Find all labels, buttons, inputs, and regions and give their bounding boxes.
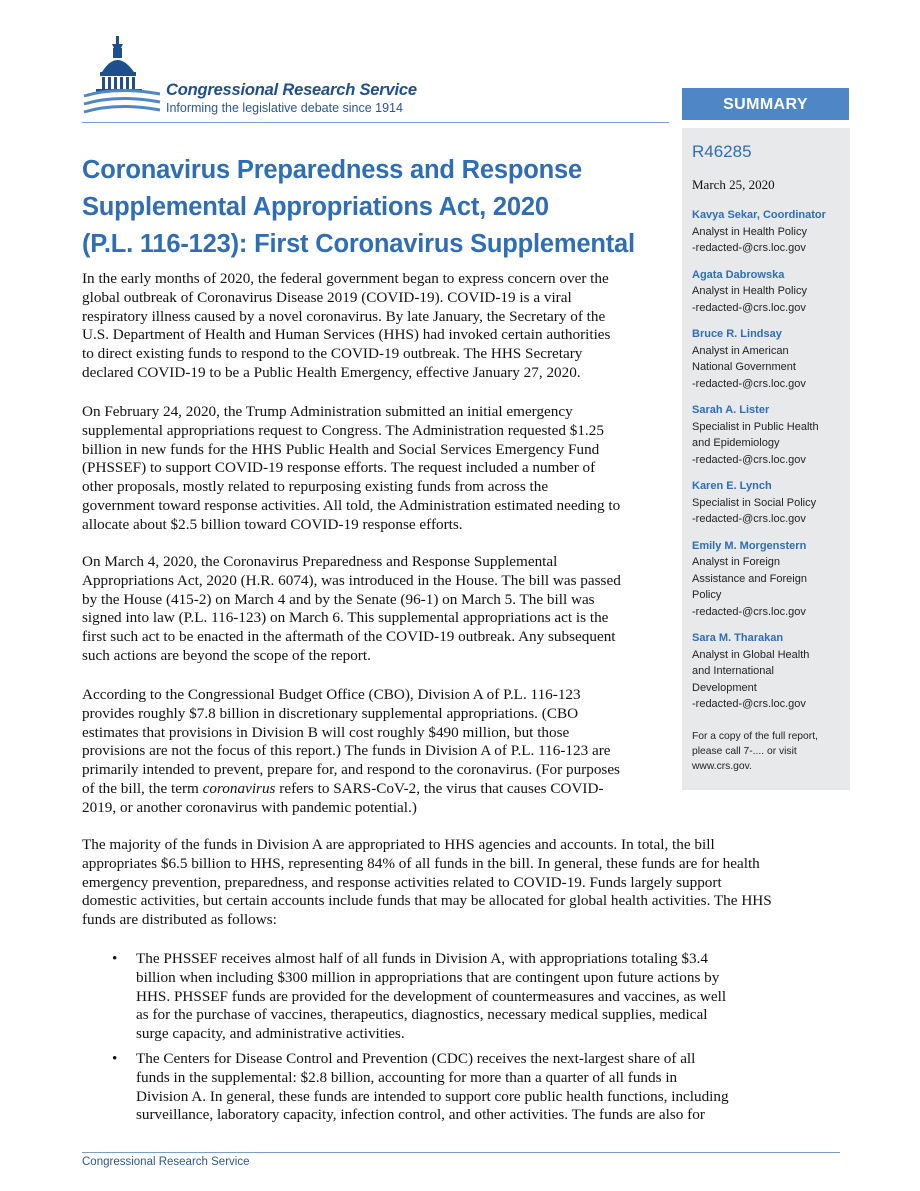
text-line: Division A. In general, these funds are intended to support core public health functions, including [136,1087,729,1105]
text-line: provides roughly $7.8 billion in discretionary supplemental appropriations. (CBO [82,704,579,722]
author-title: Specialist in Public Health [692,420,819,433]
author-entry [692,538,850,621]
text-line: billion when including $300 million in appropriations that are contingent upon future actions by [136,968,720,986]
author-entry [692,267,850,317]
summary-paragraph-3 [82,553,670,666]
header-divider [82,122,669,123]
author-email[interactable]: -redacted-@crs.loc.gov [692,605,806,618]
text-line: other proposals, mostly related to repurposing existing funds from across the [82,478,549,496]
text-line: The Centers for Disease Control and Prevention (CDC) receives the next-largest share of all [136,1049,696,1067]
text-line: On February 24, 2020, the Trump Administration submitted an initial emergency [82,403,573,420]
author-name: Emily M. Morgenstern [692,539,807,552]
author-entry [692,478,850,528]
author-email[interactable]: -redacted-@crs.loc.gov [692,698,806,710]
author-list [692,207,850,713]
author-name: Bruce R. Lindsay [692,328,782,340]
author-name: Kavya Sekar, Coordinator [692,209,826,221]
text-line: estimates that provisions in Division B will cost roughly $490 million, but those [82,723,570,741]
report-id: R46285 [692,142,752,161]
text-line: provisions are not the focus of this report.) The funds in Division A of P.L. 116-123 are [82,742,611,760]
author-title: Analyst in American [692,344,789,357]
text-line: such actions are beyond the scope of the report. [82,646,371,664]
text-line: The majority of the funds in Division A are appropriated to HHS agencies and accounts. In total, the bill [82,836,715,853]
author-name: Karen E. Lynch [692,480,772,492]
title-line: Coronavirus Preparedness and Response [82,156,582,184]
org-name: Congressional Research Service [166,81,417,99]
text-line: The PHSSEF receives almost half of all funds in Division A, with appropriations totaling $3.4 [136,950,708,967]
text-line: surveillance, laboratory capacity, infection control, and other activities. The funds are also for [136,1106,705,1124]
text-line: On March 4, 2020, the Coronavirus Preparedness and Response Supplemental [82,553,558,570]
footer-divider [82,1152,840,1153]
text-line: According to the Congressional Budget Office (CBO), Division A of P.L. 116-123 [82,686,581,703]
author-name: Agata Dabrowska [692,268,785,281]
summary-paragraph-1 [82,270,670,383]
hhs-funds-list [82,950,842,1131]
author-name: Sara M. Tharakan [692,632,784,644]
author-email[interactable]: -redacted-@crs.loc.gov [692,453,806,466]
text-line: government toward response activities. All told, the Administration estimated needing to [82,496,621,514]
text-line: funds in the supplemental: $2.8 billion, accounting for more than a quarter of all funds in [136,1068,678,1086]
text-line: domestic activities, but certain accounts include funds that may be allocated for global health activities. The HHS [82,892,772,910]
text-line: of the bill, the term coronavirus refers to SARS-CoV-2, the virus that causes COVID- [82,779,604,797]
text-line: billion in new funds for the HHS Public Health and Social Services Emergency Fund [82,440,600,458]
author-entry [692,207,850,257]
copy-note-link[interactable]: www.crs.gov. [692,760,752,772]
text-line: global outbreak of Coronavirus Disease 2019 (COVID-19). COVID-19 is a viral [82,288,572,306]
copy-note [692,729,850,774]
text-line: U.S. Department of Health and Human Services (HHS) had invoked certain authorities [82,326,611,344]
author-title: Analyst in Health Policy [692,285,807,297]
author-title: Development [692,681,757,694]
text-line: to direct existing funds to respond to the COVID-19 outbreak. The HHS Secretary [82,345,583,363]
report-title [82,152,672,263]
text-line: In the early months of 2020, the federal government began to express concern over the [82,270,609,287]
bullet-icon: • [112,1049,118,1067]
author-entry [692,630,850,713]
text-line: declared COVID-19 to be a Public Health Emergency, effective January 27, 2020. [82,363,581,381]
bullet-icon: • [112,950,118,967]
author-title: Assistance and Foreign [692,572,807,585]
author-title: Analyst in Foreign [692,556,781,568]
summary-paragraph-2 [82,403,670,535]
summary-paragraph-5 [82,836,842,930]
text-line: HHS. PHSSEF funds are provided for the development of countermeasures and vaccines, as well [136,987,727,1005]
text-line: first such act to be enacted in the aftermath of the COVID-19 outbreak. Any subsequent [82,628,616,646]
author-title: National Government [692,361,796,373]
text-line: respiratory illness caused by a novel coronavirus. By late January, the Secretary of the [82,307,606,325]
text-line: appropriates $6.5 billion to HHS, representing 84% of all funds in the bill. In general, these funds are for health [82,854,760,872]
text-line: Appropriations Act, 2020 (H.R. 6074), was introduced in the House. The bill was passed [82,571,621,589]
author-email[interactable]: -redacted-@crs.loc.gov [692,242,806,254]
text-line: (PHSSEF) to support COVID-19 response efforts. The request included a number of [82,459,596,477]
text-line: allocate about $2.5 billion toward COVID-19 response efforts. [82,515,463,533]
author-title: and Epidemiology [692,437,780,449]
list-item [82,1050,842,1125]
text-line: by the House (415-2) on March 4 and by the Senate (96-1) on March 5. The bill was [82,590,595,608]
report-date: March 25, 2020 [692,177,775,192]
text-line: primarily intended to prevent, prepare for, and respond to the coronavirus. (For purposes [82,761,620,779]
text-line: supplemental appropriations request to Congress. The Administration requested $1.25 [82,421,604,439]
author-title: Analyst in Global Health [692,648,810,661]
author-email[interactable]: -redacted-@crs.loc.gov [692,377,806,390]
author-title: Policy [692,589,722,601]
author-name: Sarah A. Lister [692,404,770,416]
author-entry [692,326,850,392]
text-line: funds are distributed as follows: [82,911,277,929]
author-entry [692,402,850,468]
author-email[interactable]: -redacted-@crs.loc.gov [692,301,806,314]
title-line: Supplemental Appropriations Act, 2020 [82,193,549,221]
author-email[interactable]: -redacted-@crs.loc.gov [692,513,806,525]
summary-sidebar [682,128,850,790]
text-line: 2019, or another coronavirus with pandemic potential.) [82,798,417,816]
author-title: Analyst in Health Policy [692,225,807,238]
text-line: emergency prevention, preparedness, and response activities related to COVID-19. Funds largely support [82,873,722,891]
text-line: surge capacity, and administrative activities. [136,1025,405,1043]
capitol-dome-icon [82,34,162,124]
copy-note-line: please call 7-.... or visit [692,745,797,757]
text-line: as for the purchase of vaccines, therapeutics, diagnostics, necessary medical supplies, medical [136,1006,708,1024]
summary-heading: SUMMARY [682,88,849,120]
crs-logo [82,34,482,124]
author-title: and International [692,665,774,677]
list-item [82,950,842,1044]
defined-term: coronavirus [202,779,276,797]
author-title: Specialist in Social Policy [692,496,817,509]
org-tagline: Informing the legislative debate since 1914 [166,101,403,115]
text-line: signed into law (P.L. 116-123) on March 6. This supplemental appropriations act is the [82,609,609,627]
summary-paragraph-4 [82,686,670,818]
footer-org-name: Congressional Research Service [82,1156,250,1168]
copy-note-line: For a copy of the full report, [692,730,818,742]
title-line: (P.L. 116-123): First Coronavirus Supplemental [82,230,635,258]
